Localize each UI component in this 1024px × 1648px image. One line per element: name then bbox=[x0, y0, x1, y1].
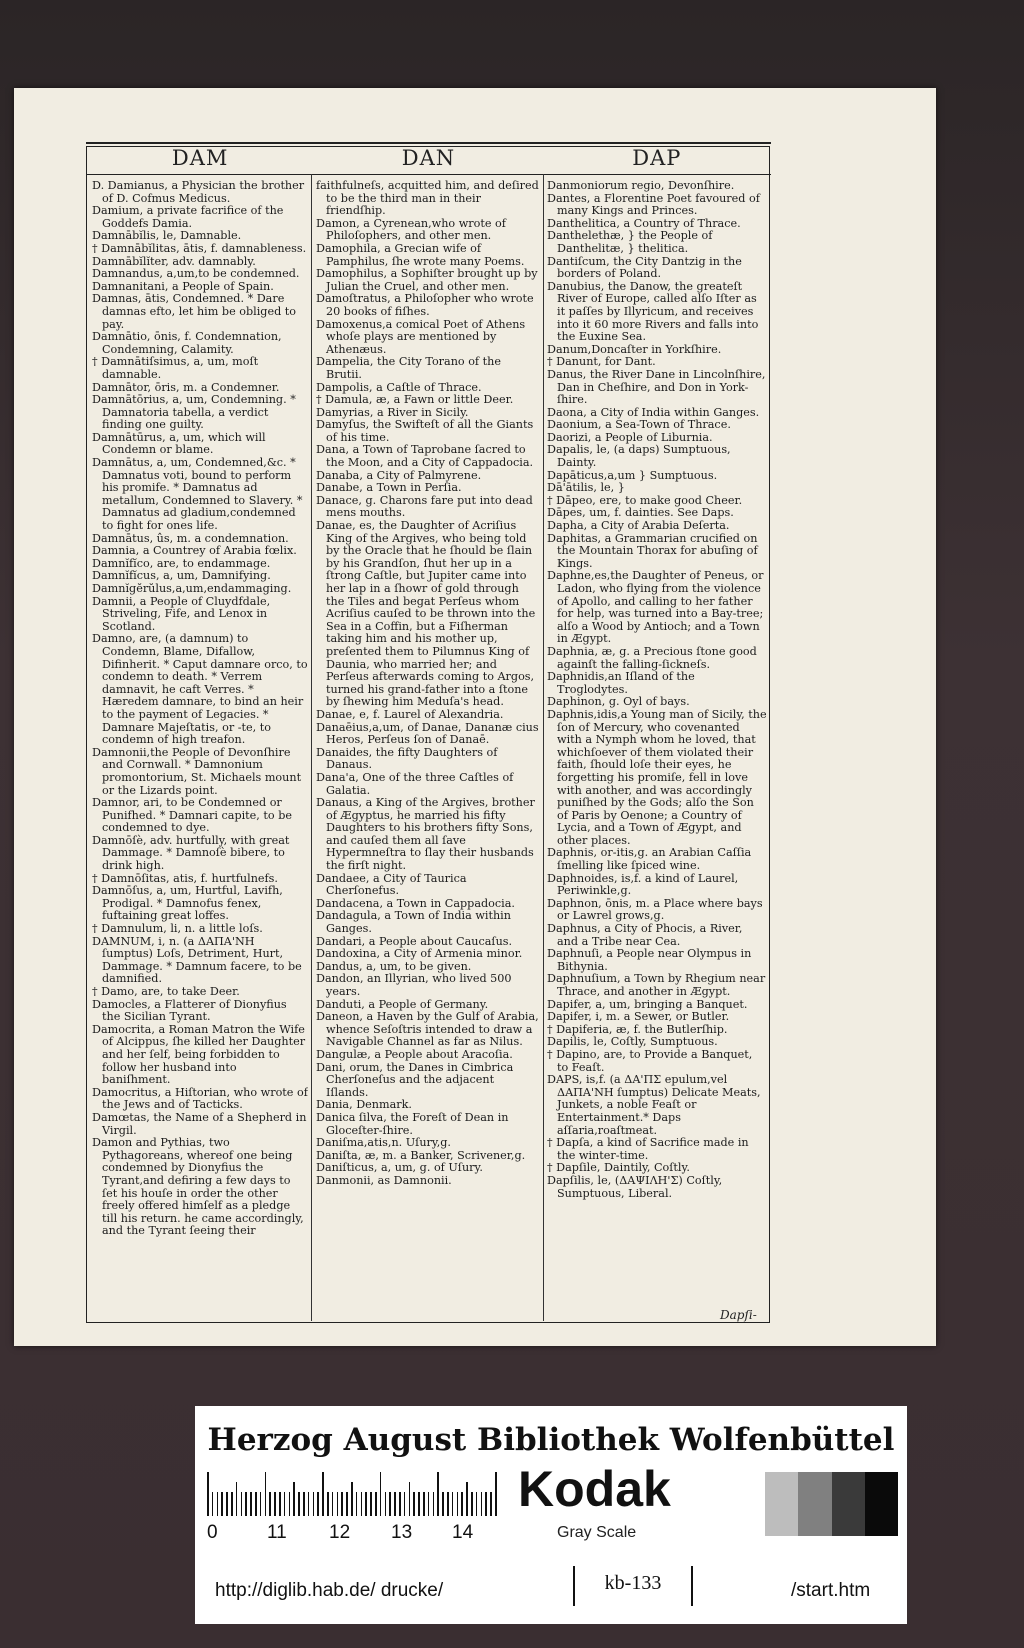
ruler-tick bbox=[226, 1492, 228, 1516]
dictionary-entry: Dapifer, i, m. a Sewer, or Butler. bbox=[547, 1010, 730, 1024]
dictionary-entry: Damophila, a Grecian wife of Pamphilus, ſhe wrote many Poems. bbox=[316, 241, 525, 268]
dictionary-entry: Danae, e, f. Laurel of Alexandria. bbox=[316, 707, 504, 721]
dictionary-entry: Daphnis,idis,a Young man of Sicily, the ſon of Mercury, who covenanted with a Nymph whom he loved, that whichſoever of them violated their faith, ſhould loſe their eyes, he forgetting his promiſe, fell in love with another, and was accordingly puniſhed by the Gods; alſo the Son of Paris by Oenone; a Country of Lycia, and a Town of Ægypt, and other places. bbox=[547, 707, 767, 847]
dictionary-entry: † Dapiferia, æ, f. the Butlerſhip. bbox=[547, 1022, 728, 1036]
ruler-tick bbox=[245, 1492, 247, 1516]
dictionary-entry: Damnanitani, a People of Spain. bbox=[92, 279, 274, 293]
ruler-tick bbox=[399, 1492, 401, 1516]
dictionary-entry: Daphitas, a Grammarian crucified on the Mountain Thorax for abuſing of Kings. bbox=[547, 531, 758, 570]
ruler-tick bbox=[265, 1472, 267, 1516]
dictionary-entry: Daphnon, ōnis, m. a Place where bays or Lawrel grows,g. bbox=[547, 896, 763, 923]
target-card bbox=[195, 1406, 907, 1624]
ruler-tick bbox=[332, 1492, 334, 1516]
dictionary-entry: Damnĭfĭco, are, to endammage. bbox=[92, 556, 271, 570]
ruler-tick bbox=[274, 1492, 276, 1516]
dictionary-entry: Dapilis, le, Coſtly, Sumptuous. bbox=[547, 1035, 718, 1049]
dictionary-entry: Danmoniorum regio, Devonſhire. bbox=[547, 180, 735, 192]
ruler-tick bbox=[341, 1492, 343, 1516]
dictionary-entry: Daniſticus, a, um, g. of Uſury. bbox=[316, 1161, 483, 1175]
dictionary-entry: † Damnōſitas, atis, f. hurtfulnefs. bbox=[92, 871, 278, 885]
ruler-tick bbox=[250, 1492, 252, 1516]
ruler-tick bbox=[346, 1492, 348, 1516]
column-1 bbox=[92, 180, 308, 1310]
ruler-tick bbox=[207, 1472, 209, 1516]
dictionary-entry: Dandus, a, um, to be given. bbox=[316, 959, 472, 973]
dictionary-entry: † Dapſile, Daintily, Coſtly. bbox=[547, 1161, 690, 1175]
dictionary-entry: † Dāpeo, ere, to make good Cheer. bbox=[547, 493, 743, 507]
ruler-tick bbox=[298, 1492, 300, 1516]
dictionary-entry: Damocrita, a Roman Matron the Wife of Alcippus, ſhe killed her Daughter and her ſelf, being forbidden to follow her husband into baniſhment. bbox=[92, 1022, 306, 1087]
ruler-tick bbox=[303, 1492, 305, 1516]
dictionary-entry: Dapāticus,a,um } Sumptuous. bbox=[547, 468, 718, 482]
dictionary-entry: † Dapſa, a kind of Sacrifice made in the winter-time. bbox=[547, 1136, 749, 1162]
dictionary-entry: Damnābĭlis, le, Damnable. bbox=[92, 229, 242, 243]
ruler-number: 12 bbox=[329, 1522, 351, 1543]
dictionary-entry: Dantes, a Florentine Poet favoured of many Kings and Princes. bbox=[547, 191, 760, 218]
dictionary-entry: Damocritus, a Hiſtorian, who wrote of the Jews and of Tacticks. bbox=[92, 1085, 308, 1112]
dictionary-entry: Damoxenus,a comical Poet of Athens whoſe plays are mentioned by Athenæus. bbox=[316, 317, 526, 356]
ruler-tick bbox=[442, 1492, 444, 1516]
ruler-tick bbox=[327, 1492, 329, 1516]
gray-patch bbox=[798, 1472, 831, 1536]
dictionary-entry: Dampelia, the City Torano of the Brutii. bbox=[316, 355, 501, 381]
ruler-number: 14 bbox=[452, 1522, 474, 1543]
dictionary-entry: † Damnābĭlitas, ātis, f. damnableness. bbox=[92, 241, 307, 255]
ruler-tick bbox=[437, 1472, 439, 1516]
dictionary-entry: Danthelitica, a Country of Thrace. bbox=[547, 216, 741, 230]
ruler-tick bbox=[322, 1472, 324, 1516]
ruler-tick bbox=[361, 1492, 363, 1516]
dictionary-entry: Damnōſè, adv. hurtfully, with great Dammage. * Damnoſè bibere, to drink high. bbox=[92, 833, 290, 873]
dictionary-entry: Damnor, ari, to be Condemned or Punifhed. * Damnari capite, to be condemned to dye. bbox=[92, 796, 292, 835]
ruler-tick bbox=[308, 1492, 310, 1516]
dictionary-entry: Daphnia, æ, g. a Precious ſtone good againſt the falling-ſickneſs. bbox=[547, 644, 757, 671]
ruler-tick bbox=[289, 1492, 291, 1516]
dictionary-entry: Dāpes, um, f. dainties. See Daps. bbox=[547, 506, 734, 520]
dictionary-entry: Dā'ātilis, le, } bbox=[547, 481, 625, 495]
ruler-tick bbox=[356, 1492, 358, 1516]
ruler-tick bbox=[279, 1492, 281, 1516]
ruler-numbers bbox=[207, 1522, 507, 1546]
dictionary-entry: Dandacena, a Town in Cappadocia. bbox=[316, 896, 515, 910]
dictionary-entry: Dani, orum, the Danes in Cimbrica Cherſoneſus and the adjacent Iſlands. bbox=[316, 1060, 514, 1099]
dictionary-entry: Daonium, a Sea-Town of Thrace. bbox=[547, 418, 731, 432]
dictionary-entry: faithfulneſs, acquitted him, and deſired to be the third man in their friendſhip. bbox=[316, 180, 539, 218]
dictionary-entry: Damœtas, the Name of a Shepherd in Virgil. bbox=[92, 1110, 307, 1137]
ruler-tick bbox=[236, 1482, 238, 1516]
dictionary-entry: Damnōſus, a, um, Hurtful, Lavifh, Prodigal. * Damnofus fenex, fuftaining great loffes. bbox=[92, 884, 283, 923]
kodak-logo: Kodak bbox=[518, 1461, 671, 1517]
ruler-tick bbox=[385, 1492, 387, 1516]
gray-patch bbox=[765, 1472, 798, 1536]
header-center: DAN bbox=[401, 146, 456, 170]
ruler-tick bbox=[221, 1492, 223, 1516]
dictionary-entry: Dania, Denmark. bbox=[316, 1098, 412, 1112]
ruler-tick bbox=[428, 1492, 430, 1516]
dictionary-entry: Damophilus, a Sophiſter brought up by Julian the Cruel, and other men. bbox=[316, 267, 538, 293]
dictionary-entry: † Damo, are, to take Deer. bbox=[92, 985, 240, 998]
dictionary-entry: Damnĭfĭcus, a, um, Damnifying. bbox=[92, 569, 271, 583]
dictionary-entry: Damyrias, a River in Sicily. bbox=[316, 405, 469, 419]
dictionary-entry: Dapha, a City of Arabia Deſerta. bbox=[547, 519, 730, 533]
dictionary-entry: Dana'a, One of the three Caſtles of Galatia. bbox=[316, 770, 514, 797]
column-divider bbox=[311, 174, 312, 1321]
dictionary-entry: † Danunt, for Dant. bbox=[547, 355, 656, 369]
ruler-tick bbox=[313, 1492, 315, 1516]
ruler-tick bbox=[495, 1472, 497, 1516]
ruler-tick bbox=[217, 1492, 219, 1516]
url-suffix: /start.htm bbox=[791, 1580, 871, 1601]
gray-patches bbox=[732, 1472, 898, 1536]
ruler-tick bbox=[317, 1492, 319, 1516]
ruler-tick bbox=[476, 1492, 478, 1516]
column-2 bbox=[316, 180, 540, 1310]
column-divider bbox=[543, 174, 544, 1321]
dictionary-entry: Damnii, a People of Cluydfdale, Striveling, Fife, and Lenox in Scotland. bbox=[92, 594, 271, 633]
ruler-tick bbox=[365, 1492, 367, 1516]
dictionary-entry: † Dapino, are, to Provide a Banquet, to Feaſt. bbox=[547, 1047, 753, 1074]
ruler-tick bbox=[255, 1492, 257, 1516]
dictionary-entry: Damnas, ātis, Condemned. * Dare damnas efto, let him be obliged to pay. bbox=[92, 292, 297, 331]
dictionary-entry: Damnātūrus, a, um, which will Condemn or blame. bbox=[92, 430, 266, 457]
dictionary-entry: Dana, a Town of Taprobane ſacred to the Moon, and a City of Cappadocia. bbox=[316, 443, 534, 470]
dictionary-entry: Dandon, an Illyrian, who lived 500 years. bbox=[316, 972, 512, 998]
ruler-tick bbox=[351, 1482, 353, 1516]
dictionary-entry: Dandagula, a Town of India within Ganges. bbox=[316, 909, 511, 936]
target-code: kb-133 bbox=[573, 1566, 693, 1606]
dictionary-entry: Dandoxina, a City of Armenia minor. bbox=[316, 947, 523, 961]
dictionary-entry: Danaēius,a,um, of Danae, Dananæ cius Heros, Perſeus ſon of Danaē. bbox=[316, 720, 539, 747]
dictionary-entry: Daniſta, æ, m. a Banker, Scrivener,g. bbox=[316, 1148, 526, 1162]
dictionary-entry: Dapſilis, le, (ΔΑΨΙΛΗ'Σ) Coſtly, Sumptuous, Liberal. bbox=[547, 1173, 723, 1200]
library-title: Herzog August Bibliothek Wolfenbüttel bbox=[207, 1422, 895, 1458]
dictionary-entry: Damnandus, a,um,to be condemned. bbox=[92, 267, 300, 281]
book-page bbox=[14, 88, 936, 1346]
ruler-tick bbox=[370, 1492, 372, 1516]
ruler-tick bbox=[269, 1492, 271, 1516]
dictionary-entry: Danabe, a Town in Perſia. bbox=[316, 481, 462, 495]
dictionary-entry: Daphnus, a City of Phocis, a River, and a Tribe near Cea. bbox=[547, 922, 743, 948]
dictionary-entry: Damoſtratus, a Philoſopher who wrote 20 books of fiſhes. bbox=[316, 292, 534, 318]
gray-patch bbox=[732, 1472, 765, 1536]
ruler-tick bbox=[413, 1492, 415, 1516]
dictionary-entry: † Damula, æ, a Fawn or little Deer. bbox=[316, 393, 514, 407]
dictionary-entry: Damnābĭlĭter, adv. damnably. bbox=[92, 254, 256, 268]
dictionary-entry: Damnātio, ōnis, f. Condemnation, Condemning, Calamity. bbox=[92, 330, 282, 356]
dictionary-entry: Daphne,es,the Daughter of Peneus, or Ladon, who flying from the violence of Apollo, and calling to her father for help, was turned into a Bay-tree; alſo a Wood by Antioch; and a Town in Ægypt. bbox=[547, 569, 764, 646]
dictionary-entry: Danmonii, as Damnonii. bbox=[316, 1173, 452, 1187]
dictionary-entry: † Damnulum, li, n. a little loſs. bbox=[92, 922, 263, 936]
dictionary-entry: Damium, a private facrifice of the Goddefs Damia. bbox=[92, 204, 284, 230]
ruler-tick bbox=[389, 1492, 391, 1516]
dictionary-entry: Danthelethæ, } the People of Danthelitæ, } thelitica. bbox=[547, 229, 713, 255]
ruler-tick bbox=[423, 1492, 425, 1516]
dictionary-entry: Dandaee, a City of Taurica Cherſonefus. bbox=[316, 871, 467, 898]
ruler-tick bbox=[337, 1492, 339, 1516]
dictionary-entry: Danica ſilva, the Foreſt of Dean in Gloceſter-ſhire. bbox=[316, 1110, 509, 1137]
ruler-tick bbox=[418, 1492, 420, 1516]
dictionary-entry: Damyſus, the Swifteſt of all the Giants of his time. bbox=[316, 418, 534, 444]
dictionary-entry: Daphnoides, is,f. a kind of Laurel, Periwinkle,g. bbox=[547, 871, 739, 898]
dictionary-entry: Damocles, a Flatterer of Dionyfius the Sicilian Tyrant. bbox=[92, 997, 287, 1024]
ruler-tick bbox=[433, 1492, 435, 1516]
dictionary-entry: Danubius, the Danow, the greateſt River of Europe, called alſo Iſter as it paſſes by Illyricum, and receives into it 60 more Rivers and falls into the Euxine Sea. bbox=[547, 279, 759, 344]
ruler-scale bbox=[207, 1470, 503, 1516]
ruler-tick bbox=[447, 1492, 449, 1516]
ruler-tick bbox=[284, 1492, 286, 1516]
dictionary-entry: Daphinon, g. Oyl of bays. bbox=[547, 695, 690, 709]
dictionary-entry: D. Damianus, a Physician the brother of D. Cofmus Medicus. bbox=[92, 180, 305, 205]
ruler-tick bbox=[452, 1492, 454, 1516]
ruler-tick bbox=[409, 1482, 411, 1516]
dictionary-entry: Damnia, a Countrey of Arabia fœlix. bbox=[92, 544, 297, 558]
dictionary-entry: Dampolis, a Caſtle of Thrace. bbox=[316, 380, 482, 394]
gray-patch bbox=[832, 1472, 865, 1536]
gray-patch bbox=[865, 1472, 898, 1536]
ruler-number: 0 bbox=[207, 1522, 218, 1543]
header-left: DAM bbox=[171, 146, 229, 170]
dictionary-entry: Daphnis, or-itis,g. an Arabian Caſſia ſmelling like ſpiced wine. bbox=[547, 846, 752, 873]
column-3 bbox=[547, 180, 767, 1310]
header-right: DAP bbox=[632, 146, 682, 170]
dictionary-entry: Danaba, a City of Palmyrene. bbox=[316, 468, 482, 482]
dictionary-entry: Damon, a Cyrenean,who wrote of Philoſophers, and other men. bbox=[316, 216, 506, 243]
dictionary-entry: Damnonii,the People of Devonſhire and Cornwall. * Damnonium promontorium, St. Michaels mount or the Lizards point. bbox=[92, 745, 302, 797]
dictionary-entry: Damnĭgĕrŭlus,a,um,endammaging. bbox=[92, 582, 292, 595]
dictionary-entry: Danaides, the fifty Daughters of Danaus. bbox=[316, 745, 498, 772]
dictionary-entry: Daona, a City of India within Ganges. bbox=[547, 405, 760, 419]
catchword: Dapſi- bbox=[720, 1308, 757, 1322]
dictionary-entry: Damnātōrius, a, um, Condemning. * Damnatoria tabella, a verdict finding one guilty. bbox=[92, 393, 296, 432]
dictionary-entry: Daphnuſium, a Town by Rhegium near Thrace, and another in Ægypt. bbox=[547, 972, 766, 998]
dictionary-entry: Daniſma,atis,n. Uſury,g. bbox=[316, 1136, 451, 1150]
gray-scale-label: Gray Scale bbox=[557, 1524, 637, 1541]
dictionary-entry: Damnātor, ōris, m. a Condemner. bbox=[92, 380, 280, 394]
ruler-tick bbox=[293, 1482, 295, 1516]
dictionary-entry: † Damnātiſsimus, a, um, moſt damnable. bbox=[92, 355, 259, 381]
dictionary-entry: Daphnuſi, a People near Olympus in Bithynia. bbox=[547, 947, 752, 973]
ruler-number: 11 bbox=[267, 1522, 287, 1543]
top-rule bbox=[86, 142, 771, 144]
dictionary-entry: Dapifer, a, um, bringing a Banquet. bbox=[547, 997, 748, 1011]
dictionary-entry: Dandari, a People about Caucaſus. bbox=[316, 934, 513, 948]
dictionary-entry: Danus, the River Dane in Lincolnſhire, Dan in Cheſhire, and Don in York-ſhire. bbox=[547, 367, 766, 407]
dictionary-entry: Damnātus, a, um, Condemned,&c. * Damnatus voti, bound to perform his promife. * Damnatus ad metallum, Condemned to Slavery. * Damnatus ad gladium,condemned to fight for ones life. bbox=[92, 456, 303, 533]
dictionary-entry: Damon and Pythias, two Pythagoreans, whereof one being condemned by Dionyfius the Tyrant,and defiring a few days to ſet his houſe in order the other freely offered himſelf as a pledge till his return. he came accordingly, and the Tyrant ſeeing their bbox=[92, 1136, 304, 1238]
dictionary-entry: Danae, es, the Daughter of Acriſius King of the Argives, who being told by the Oracle that he ſhould be ſlain by his Grandſon, ſhut her up in a ſtrong Caſtle, but Jupiter came into her lap in a ſhowr of gold through the Tiles and begat Perſeus whom Acriſius cauſed to be thrown into the Sea in a Coffin, but a Fiſherman taking him and his mother up, preſented them to Pilumnus King of Daunia, who married her; and Perſeus afterwards coming to Argos, turned his grand-father into a ſtone by ſhewing him Meduſa's head. bbox=[316, 519, 536, 709]
dictionary-entry: Danum,Doncaſter in Yorkſhire. bbox=[547, 342, 722, 356]
ruler-tick bbox=[231, 1492, 233, 1516]
dictionary-entry: DAMNUM, i, n. (a ΔΑΠΑ'ΝΗ ſumptus) Loſs, Detriment, Hurt, Dammage. * Damnum facere, to be damnified. bbox=[92, 934, 302, 986]
ruler-tick bbox=[241, 1492, 243, 1516]
ruler-tick bbox=[394, 1492, 396, 1516]
dictionary-entry: Dapalis, le, (a daps) Sumptuous, Dainty. bbox=[547, 443, 731, 470]
dictionary-entry: Dangulæ, a People about Aracoſia. bbox=[316, 1047, 513, 1061]
dictionary-entry: Daneon, a Haven by the Gulf of Arabia, whence Seſoſtris intended to draw a Navigable Channel as far as Nilus. bbox=[316, 1010, 539, 1049]
ruler-tick bbox=[461, 1492, 463, 1516]
dictionary-entry: Danaus, a King of the Argives, brother of Ægyptus, he married his fifty Daughters to his brothers fifty Sons, and cauſed them all ſave Hypermneſtra to ſlay their husbands the firſt night. bbox=[316, 796, 535, 873]
source-url: http://diglib.hab.de/ drucke/ bbox=[215, 1580, 444, 1601]
dictionary-entry: Dantiſcum, the City Dantzig in the borders of Poland. bbox=[547, 254, 742, 281]
ruler-tick bbox=[471, 1492, 473, 1516]
ruler-tick bbox=[375, 1492, 377, 1516]
dictionary-entry: Danduti, a People of Germany. bbox=[316, 997, 489, 1011]
ruler-number: 13 bbox=[391, 1522, 413, 1543]
ruler-tick bbox=[380, 1472, 382, 1516]
dictionary-entry: Damno, are, (a damnum) to Condemn, Blame, Difallow, Difinherit. * Caput damnare orco, to condemn to death. * Verrem damnavit, he caft Verres. * Hæredem damnare, to bind an heir to the payment of Legacies. * Damnare Majeſtatis, or -te, to condemn of high treafon. bbox=[92, 632, 308, 747]
ruler-tick bbox=[481, 1492, 483, 1516]
ruler-tick bbox=[457, 1492, 459, 1516]
dictionary-entry: Damnātus, ûs, m. a condemnation. bbox=[92, 531, 289, 545]
ruler-tick bbox=[485, 1492, 487, 1516]
dictionary-entry: Daphnidis,an Iſland of the Troglodytes. bbox=[547, 670, 695, 696]
ruler-tick bbox=[260, 1492, 262, 1516]
ruler-tick bbox=[404, 1492, 406, 1516]
dictionary-entry: DAPS, is,f. (a ΔΑ'ΠΣ epulum,vel ΔΑΠΑ'ΝΗ ſumptus) Delicate Meats, Junkets, a noble Feaſt or Entertainment.* Daps aſſaria,roaſtmeat. bbox=[547, 1073, 761, 1137]
ruler-tick bbox=[490, 1492, 492, 1516]
ruler-tick bbox=[466, 1482, 468, 1516]
ruler-tick bbox=[212, 1492, 214, 1516]
dictionary-entry: Danace, g. Charons fare put into dead mens mouths. bbox=[316, 493, 533, 520]
dictionary-entry: Daorizi, a People of Liburnia. bbox=[547, 430, 713, 444]
